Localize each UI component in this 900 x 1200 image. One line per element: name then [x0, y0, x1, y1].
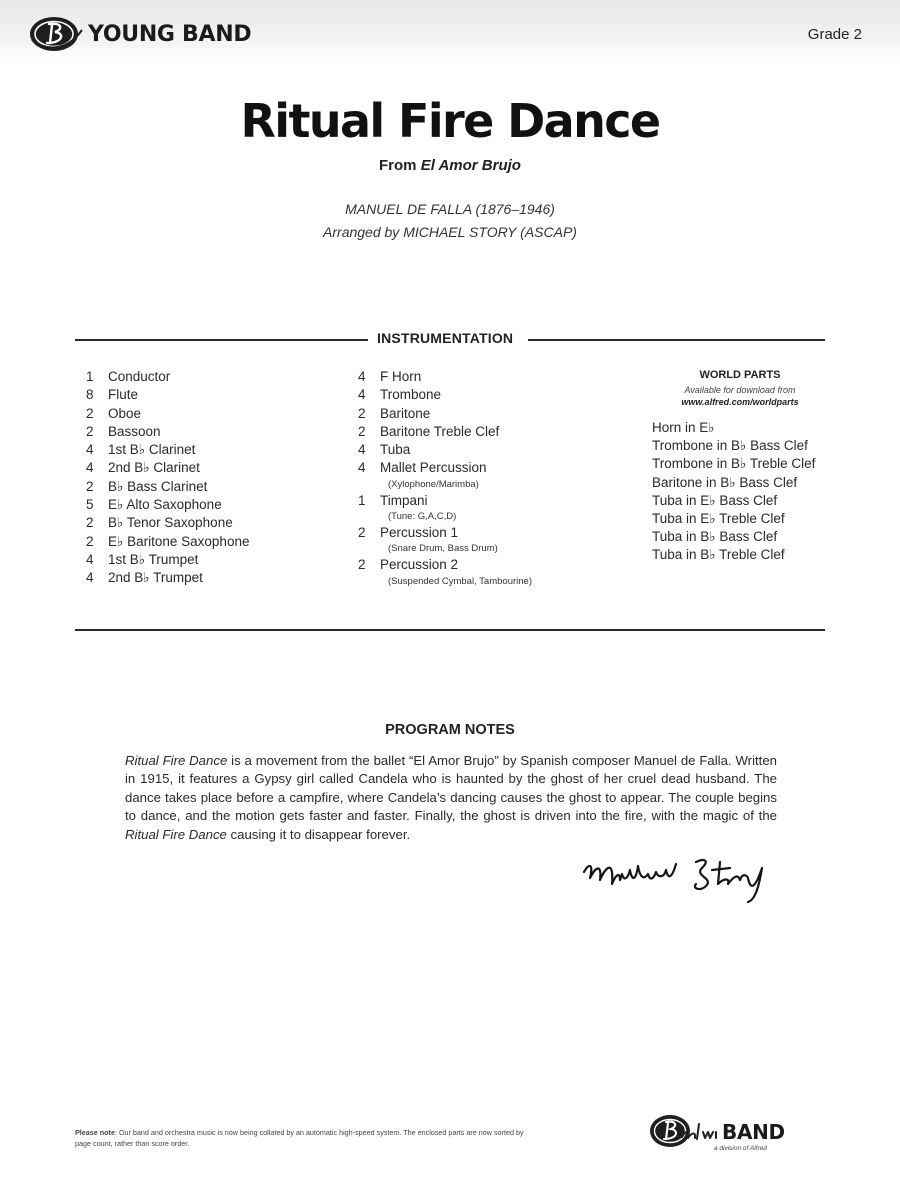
instrument-row: [86, 496, 249, 514]
world-part-item: Tuba in E♭ Bass Clef: [652, 492, 778, 508]
instrument-row: [86, 569, 249, 587]
instrument-item: [86, 459, 249, 477]
instrument-item: [86, 368, 249, 386]
world-parts-list: [652, 419, 815, 565]
series-brand: [28, 14, 251, 54]
instrument-row: [86, 459, 249, 477]
instrument-item: [86, 514, 249, 532]
series-name: YOUNG BAND: [88, 21, 252, 47]
world-part-item: Tuba in E♭ Treble Clef: [652, 511, 785, 527]
publisher-brand: [648, 1108, 838, 1154]
composer-credit: MANUEL DE FALLA (1876–1946): [345, 201, 555, 217]
world-part-item: Horn in E♭: [652, 420, 715, 435]
world-part-item: Baritone in B♭ Bass Clef: [652, 474, 798, 490]
instrument-name: Percussion 1: [380, 525, 459, 541]
program-notes-text: [125, 752, 777, 844]
instrument-column-brass-percussion: [358, 368, 532, 589]
instrument-row: [358, 524, 532, 542]
instrument-qty: 2: [86, 515, 94, 531]
instrument-row: [86, 478, 249, 496]
instrumentation-heading: INSTRUMENTATION: [377, 330, 514, 346]
instrument-row: [86, 423, 249, 441]
instrumentation-bottom-rule: [75, 629, 825, 631]
publisher-division: a division of Alfred: [714, 1145, 767, 1152]
instrument-qty: 5: [86, 497, 94, 513]
instrument-item: [358, 386, 532, 404]
instrument-row: [86, 386, 249, 404]
instrument-row: [358, 441, 532, 459]
notes-italic-title-1: Ritual Fire Dance: [125, 753, 228, 768]
instrument-item: [86, 478, 249, 496]
instrument-name: Trombone: [380, 387, 442, 403]
instrument-item: [358, 524, 532, 556]
collation-footnote: [75, 1127, 535, 1149]
instrument-name: Tuba: [380, 442, 411, 458]
instrument-qty: 1: [358, 492, 366, 508]
world-part-item: Tuba in B♭ Treble Clef: [652, 547, 785, 563]
instrument-note: (Suspended Cymbal, Tambourine): [388, 575, 532, 587]
instrument-qty: 1: [86, 369, 94, 384]
instrument-item: [86, 569, 249, 587]
arranger-credit: Arranged by MICHAEL STORY (ASCAP): [323, 224, 577, 240]
instrument-item: [86, 533, 249, 551]
instrument-row: [358, 405, 532, 423]
notes-text-2: causing it to disappear forever.: [226, 826, 411, 842]
instrument-qty: 8: [86, 387, 94, 403]
instrument-row: [358, 423, 532, 441]
instrument-name: Bassoon: [108, 423, 161, 439]
world-part-item: Tuba in B♭ Bass Clef: [652, 529, 778, 545]
instrument-qty: 4: [86, 460, 94, 476]
instrument-qty: 4: [358, 387, 366, 403]
instrument-column-woodwinds: [86, 368, 249, 588]
instrument-qty: 2: [358, 405, 366, 421]
world-parts-availability: Available for download from: [684, 385, 796, 395]
instrument-row: [358, 386, 532, 404]
subtitle-work: El Amor Brujo: [420, 157, 521, 174]
instrument-row: [86, 551, 249, 569]
instrument-name: E♭ Alto Saxophone: [108, 497, 222, 513]
instrument-qty: 4: [86, 442, 94, 458]
instrument-qty: 4: [86, 570, 94, 586]
instrument-qty: 2: [86, 533, 94, 549]
instrument-row: [358, 556, 532, 574]
instrument-item: [86, 496, 249, 514]
notes-italic-title-2: Ritual Fire Dance: [125, 826, 227, 842]
instrument-item: [86, 551, 249, 569]
instrument-row: [86, 533, 249, 551]
instrument-qty: 2: [86, 405, 94, 421]
instrument-row: [358, 368, 532, 386]
instrument-item: [86, 405, 249, 423]
subtitle: [0, 157, 900, 174]
instrument-item: [358, 423, 532, 441]
instrument-name: B♭ Bass Clarinet: [108, 478, 208, 494]
instrument-item: [358, 405, 532, 423]
instrument-qty: 2: [358, 423, 366, 439]
world-parts-url: www.alfred.com/worldparts: [681, 397, 799, 407]
instrument-item: [86, 423, 249, 441]
instrument-qty: 4: [358, 442, 366, 458]
instrument-item: [358, 492, 532, 524]
world-parts-heading: WORLD PARTS: [699, 369, 781, 381]
instrument-row: [358, 492, 532, 510]
young-band-logo-icon: [28, 14, 84, 54]
publisher-name: BAND: [722, 1120, 785, 1144]
instrument-name: 1st B♭ Trumpet: [108, 551, 199, 567]
instrument-item: [358, 556, 532, 588]
instrument-qty: 4: [86, 551, 94, 567]
instrumentation-rule-right: [528, 339, 825, 341]
grade-label: Grade 2: [807, 26, 862, 43]
instrument-note: (Xylophone/Marimba): [388, 478, 479, 490]
program-notes-heading: PROGRAM NOTES: [385, 722, 515, 738]
instrument-qty: 4: [358, 369, 366, 384]
instrument-name: Baritone: [380, 405, 431, 421]
belwin-logo-icon: [648, 1110, 720, 1150]
instrument-item: [358, 368, 532, 386]
arranger-signature: [578, 848, 788, 904]
instrumentation-rule-left: [75, 339, 368, 341]
instrument-name: 2nd B♭ Trumpet: [108, 570, 203, 586]
instrument-name: Mallet Percussion: [380, 460, 487, 476]
notes-text-1: is a movement from the ballet “El Amor Brujo” by Spanish composer Manuel de Falla. Written in 1915, it features a Gypsy girl called Candela who is haunted by the ghost of her cruel dead husband. The dance takes place before a campfire, where Candela’s dancing causes the ghost to appear. The couple begins to dance, and the motion gets faster and faster. Finally, the ghost is driven into the fire, with the magic of the: [125, 753, 777, 824]
instrument-note: (Snare Drum, Bass Drum): [388, 543, 498, 555]
instrument-name: F Horn: [380, 369, 422, 384]
instrument-row: [86, 441, 249, 459]
footnote-text: : Our band and orchestra music is now being collated by an automatic high-speed system. The enclosed parts are now sorted by page count, rather than score order.: [75, 1128, 524, 1148]
instrument-qty: 2: [86, 423, 94, 439]
instrument-qty: 2: [86, 478, 94, 494]
subtitle-prefix: From: [379, 157, 417, 174]
world-part-item: Trombone in B♭ Treble Clef: [652, 456, 816, 472]
instrument-item: [86, 386, 249, 404]
instrument-qty: 4: [358, 460, 366, 476]
world-part-item: Trombone in B♭ Bass Clef: [652, 438, 808, 454]
instrument-name: Conductor: [108, 369, 171, 384]
instrument-note: (Tune: G,A,C,D): [388, 511, 457, 523]
instrument-item: [358, 441, 532, 459]
instrument-qty: 2: [358, 557, 366, 573]
instrument-name: Flute: [108, 387, 139, 403]
instrument-name: Percussion 2: [380, 557, 459, 573]
instrument-item: [86, 441, 249, 459]
instrument-qty: 2: [358, 525, 366, 541]
footnote-label: Please note: [75, 1128, 115, 1137]
instrument-name: Baritone Treble Clef: [380, 423, 500, 439]
instrument-row: [86, 405, 249, 423]
page-title: Ritual Fire Dance: [240, 94, 660, 148]
instrument-row: [86, 368, 249, 386]
instrument-row: [358, 459, 532, 477]
instrument-item: [358, 459, 532, 491]
instrument-name: E♭ Baritone Saxophone: [108, 533, 250, 549]
instrument-name: 2nd B♭ Clarinet: [108, 460, 200, 476]
instrument-name: B♭ Tenor Saxophone: [108, 515, 233, 531]
instrument-name: 1st B♭ Clarinet: [108, 442, 196, 458]
instrument-name: Timpani: [380, 492, 428, 508]
instrument-row: [86, 514, 249, 532]
instrument-name: Oboe: [108, 405, 142, 421]
